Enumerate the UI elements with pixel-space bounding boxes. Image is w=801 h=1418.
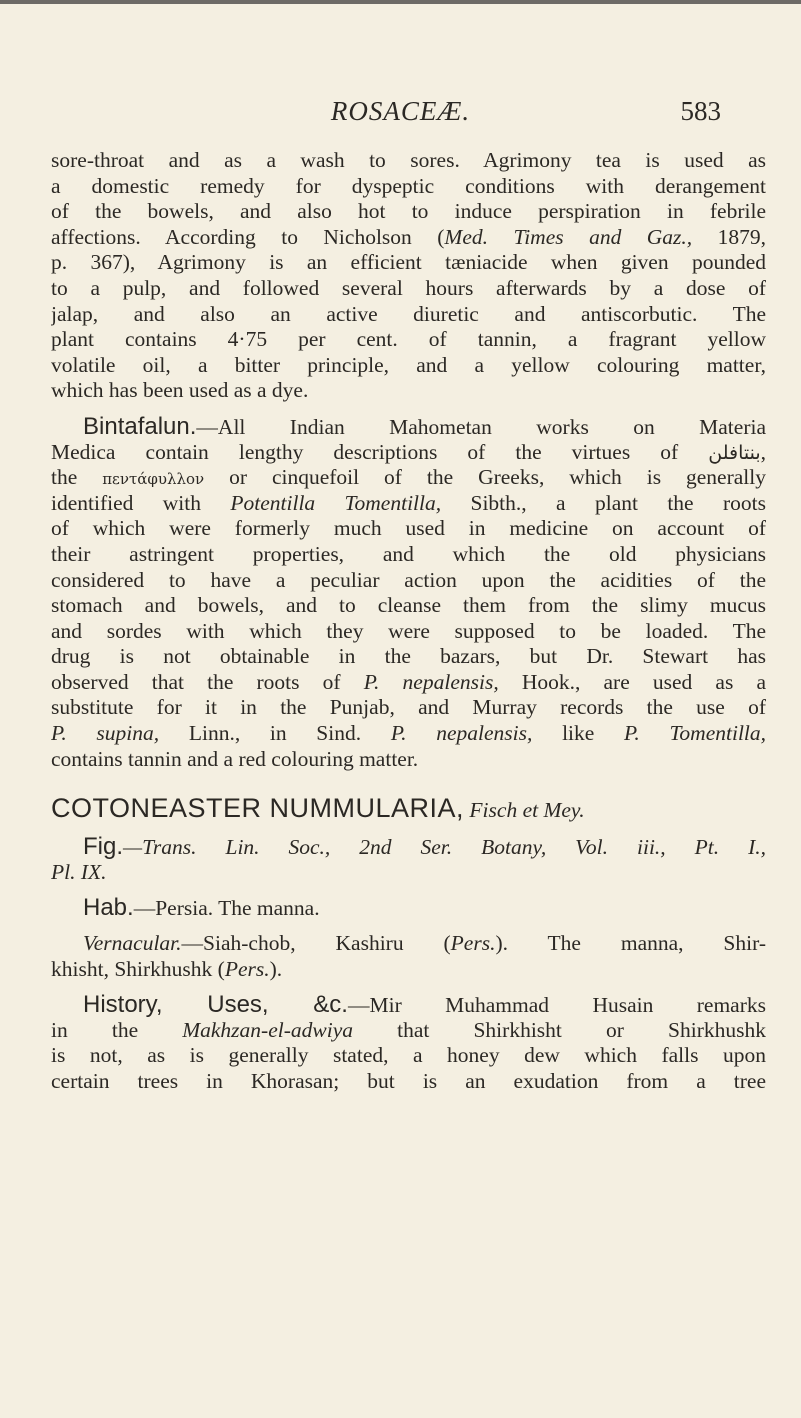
text-span: Sibth., a plant the roots: [441, 490, 766, 515]
species-name: P. Tomentilla,: [624, 721, 766, 746]
text-line: certain trees in Khorasan; but is an exudation from a tree: [51, 1069, 766, 1093]
text-line: [51, 1018, 766, 1044]
text-span: Hook., are used as a: [498, 669, 766, 694]
text-line: drug is not obtainable in the bazars, but Dr. Stewart has: [51, 644, 766, 669]
vernacular-paragraph: [51, 931, 766, 982]
species-name: P. supina,: [51, 721, 160, 746]
vernacular-label: Vernacular.: [83, 931, 182, 956]
species-name: P. nepalensis,: [390, 721, 533, 746]
history-paragraph: [51, 992, 766, 1094]
text-line: their astringent properties, and which the old physicians: [51, 541, 766, 566]
text-span: ,: [760, 439, 766, 464]
text-line: a domestic remedy for dyspeptic conditions with derangement: [51, 173, 766, 198]
text-line: and sordes with which they were supposed to be loaded. The: [51, 618, 766, 643]
text-span: ).: [269, 956, 283, 981]
species-title: COTONEASTER NUMMULARIA,: [51, 793, 465, 824]
text-line: considered to have a peculiar action upon the acidities of the: [51, 567, 766, 592]
text-line: [51, 491, 766, 517]
text-line: [51, 931, 766, 957]
spacer: [51, 824, 766, 834]
top-edge-rule: [0, 0, 801, 4]
section-heading: Bintafalun.: [83, 413, 197, 440]
text-span: the: [51, 465, 103, 490]
paragraph-bintafalun: [51, 414, 766, 772]
text-line: plant contains 4·75 per cent. of tannin, a fragrant yellow: [51, 327, 766, 352]
text-line: is not, as is generally stated, a honey dew which falls upon: [51, 1043, 766, 1068]
text-span: ). The manna, Shir-: [495, 931, 766, 956]
spacer: [51, 982, 766, 992]
species-heading: [51, 792, 766, 824]
page-number: 583: [680, 96, 721, 126]
spacer: [51, 772, 766, 792]
spacer: [51, 404, 766, 414]
language-abbrev: Pers.: [224, 956, 270, 981]
text-line: which has been used as a dye.: [51, 378, 309, 403]
text-line: [51, 225, 766, 251]
text-line: [51, 670, 766, 696]
text-line: [51, 957, 766, 983]
text-span: —Mir Muhammad Husain remarks: [347, 993, 766, 1018]
greek-term: πεντάφυλλον: [102, 470, 205, 489]
text-line: Pl. IX.: [51, 859, 107, 884]
hab-label: Hab.: [83, 895, 134, 922]
text-line: of the bowels, and also hot to induce perspiration in febrile: [51, 199, 766, 224]
text-line: volatile oil, a bitter principle, and a yellow colouring matter,: [51, 352, 766, 377]
text-line: to a pulp, and followed several hours afterwards by a dose of: [51, 275, 766, 300]
text-span: khisht, Shirkhushk (: [51, 956, 225, 981]
text-line: p. 367), Agrimony is an efficient tæniacide when given pounded: [51, 250, 766, 275]
text-line: stomach and bowels, and to cleanse them from the slimy mucus: [51, 593, 766, 618]
species-name: Potentilla Tomentilla,: [230, 490, 442, 515]
text-span: Medica contain lengthy descriptions of the virtues of: [51, 439, 709, 464]
spacer: [51, 921, 766, 931]
language-abbrev: Pers.: [450, 931, 496, 956]
citation: Med. Times and Gaz.,: [444, 224, 693, 249]
running-title: ROSACEÆ.: [330, 96, 471, 126]
figure-reference: [51, 834, 766, 885]
text-span: —Siah-chob, Kashiru (: [181, 931, 451, 956]
species-authority: Fisch et Mey.: [464, 798, 585, 823]
fig-citation: —Trans. Lin. Soc., 2nd Ser. Botany, Vol. iii., Pt. I.,: [123, 835, 766, 860]
text-span: observed that the roots of: [51, 669, 364, 694]
text-line: [51, 465, 766, 491]
text-span: like: [532, 721, 625, 746]
text-span: 1879,: [692, 224, 766, 249]
text-span: Linn., in Sind.: [159, 721, 391, 746]
body-text: [51, 148, 766, 1095]
text-span: identified with: [51, 490, 231, 515]
text-line: substitute for it in the Punjab, and Murray records the use of: [51, 695, 766, 720]
text-line: contains tannin and a red colouring matter.: [51, 746, 419, 771]
text-line: [51, 992, 766, 1018]
page-header: [0, 96, 801, 136]
text-span: that Shirkhisht or Shirkhushk: [353, 1017, 766, 1042]
species-name: P. nepalensis,: [363, 669, 499, 694]
text-line: [51, 721, 766, 747]
text-line: jalap, and also an active diuretic and antiscorbutic. The: [51, 301, 766, 326]
paragraph-agrimony: [51, 148, 766, 404]
text-line: [51, 414, 766, 440]
text-line: of which were formerly much used in medicine on account of: [51, 516, 766, 541]
text-line: [51, 834, 766, 860]
text-line: [51, 440, 766, 466]
habitat-line: [51, 895, 766, 921]
spacer: [51, 885, 766, 895]
text-span: —All Indian Mahometan works on Materia: [196, 414, 766, 439]
section-heading: History, Uses, &c.: [83, 992, 348, 1018]
text-span: affections. According to Nicholson (: [51, 224, 445, 249]
text-line: sore-throat and as a wash to sores. Agrimony tea is used as: [51, 148, 766, 172]
book-title: Makhzan-el-adwiya: [182, 1017, 353, 1042]
text-span: in the: [51, 1017, 183, 1042]
arabic-term: بنتافلن: [708, 441, 761, 464]
fig-label: Fig.: [83, 834, 124, 860]
text-span: or cinquefoil of the Greeks, which is generally: [204, 465, 766, 490]
text-span: —Persia. The manna.: [133, 896, 320, 921]
